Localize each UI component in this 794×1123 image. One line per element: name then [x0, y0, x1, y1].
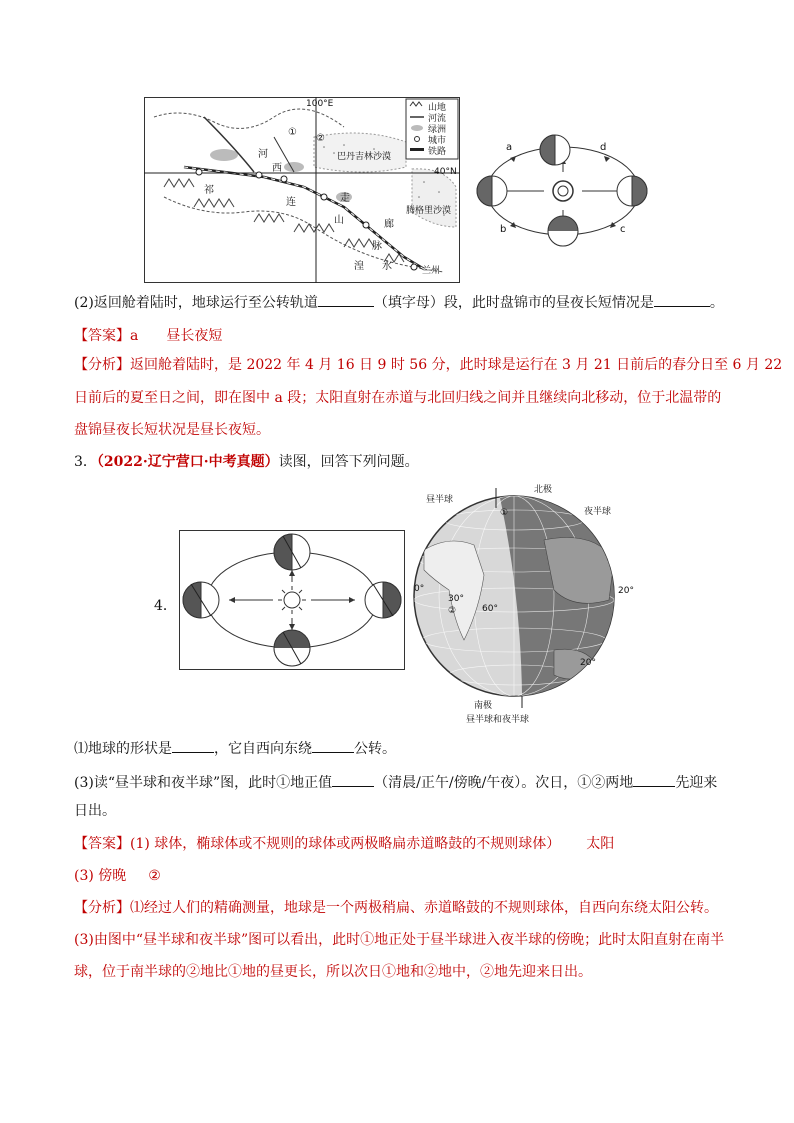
- answer-3-part-1: (1) 球体，椭球体或不规则的球体或两极略扁赤道略鼓的不规则球体）: [130, 836, 561, 852]
- question-3-1-text-c: 公转。: [354, 741, 396, 757]
- analysis-tag: 【分析】: [74, 900, 130, 916]
- analysis-3-line-3: 球，位于南半球的②地比①地的昼更长，所以次日①地和②地中，②地先迎来日出。: [74, 964, 592, 980]
- latitude-label-20-south: 20°: [580, 658, 596, 668]
- legend-river: 河流: [428, 114, 447, 124]
- parallel-label: 40°N: [434, 167, 457, 177]
- figure-4-label: 4．: [154, 598, 177, 614]
- analysis-3-line-2: (3)由图中“昼半球和夜半球”图可以看出，此时①地正处于昼半球进入夜半球的傍晚；此时太阳直射在南半: [74, 932, 725, 948]
- legend-city: 城市: [428, 136, 447, 146]
- answer-blank[interactable]: [332, 772, 374, 787]
- question-3-3-line-2: 日出。: [74, 803, 116, 819]
- answer-2: [74, 326, 222, 346]
- question-3-3-text-b: （清晨/正午/傍晚/午夜）。次日，①②两地: [374, 775, 634, 791]
- answer-3-line-2: [74, 866, 161, 886]
- answer-blank[interactable]: [312, 738, 354, 753]
- orbit-label-c: c: [620, 224, 626, 235]
- north-pole-label: 北极: [534, 485, 553, 495]
- analysis-2-line-1: [74, 355, 782, 375]
- orbit-diagram-2: [179, 530, 405, 670]
- answer-3-part-2: 太阳: [586, 836, 615, 852]
- region-char-mai: 脉: [372, 241, 382, 252]
- map-marker-2: ②: [316, 133, 325, 144]
- question-3-stem: 读图，回答下列问题。: [278, 454, 419, 470]
- orbit-label-b: b: [500, 224, 507, 235]
- answer-tag: 【答案】: [74, 328, 130, 344]
- analysis-tag: 【分析】: [74, 357, 130, 373]
- question-3-3-text-c: 先迎来: [675, 775, 718, 791]
- question-2-text-a: (2)返回舱着陆时，地球运行至公转轨道: [74, 295, 318, 311]
- answer-2-b: 昼长夜短: [166, 328, 223, 344]
- region-char-zou: 走: [340, 193, 350, 204]
- region-char-lian: 连: [286, 197, 296, 208]
- analysis-2-text: 返回舱着陆时，是 2022 年 4 月 16 日 9 时 56 分，此时球是运行在 3 月 21 日前后的春分日至 6 月 22: [130, 357, 783, 373]
- answer-3-part-3: (3) 傍晚: [74, 868, 127, 884]
- globe-caption: 昼半球和夜半球: [466, 715, 530, 725]
- answer-blank[interactable]: [172, 738, 214, 753]
- question-3-1: [74, 738, 396, 759]
- region-char-shan: 山: [334, 215, 344, 226]
- question-3-source: （2022·辽宁营口·中考真题）: [96, 454, 279, 470]
- analysis-3-text: ⑴经过人们的精确测量，地球是一个两极稍扁、赤道略鼓的不规则球体，自西向东绕太阳公转。: [130, 900, 718, 916]
- desert-label-1: 巴丹吉林沙漠: [337, 152, 392, 162]
- answer-blank[interactable]: [654, 292, 710, 307]
- orbit-figure-boxed: [179, 530, 405, 670]
- question-3-1-text-b: ，它自西向东绕: [214, 741, 312, 757]
- region-char-he: 河: [258, 149, 268, 160]
- latitude-label-20-north: 20°: [618, 586, 634, 596]
- question-3-header: [74, 452, 419, 472]
- region-char-shui: 水: [382, 261, 392, 272]
- question-3-3-line-1: [74, 772, 717, 793]
- region-char-xi: 西: [272, 163, 282, 174]
- region-char-qi: 祁: [204, 185, 214, 196]
- desert-label-2: 腾格里沙漠: [406, 206, 452, 216]
- region-char-huang: 湟: [354, 261, 364, 272]
- globe-diagram: [404, 480, 640, 728]
- answer-3-line-1: [74, 834, 614, 854]
- answer-blank[interactable]: [318, 292, 374, 307]
- legend-oasis: 绿洲: [428, 125, 447, 135]
- day-hemisphere-label: 昼半球: [426, 495, 454, 505]
- orbit-diagram: [470, 128, 656, 248]
- longitude-label-60: 60°: [482, 604, 498, 614]
- answer-2-a: a: [130, 328, 139, 344]
- city-label-lanzhou: 兰州: [422, 266, 441, 276]
- orbit-figure-top: [470, 128, 656, 248]
- question-2-text-b: （填字母）段，此时盘锦市的昼夜长短情况是: [373, 295, 654, 311]
- analysis-3-line-1: [74, 898, 718, 918]
- orbit-label-d: d: [600, 142, 607, 153]
- map-marker-1: ①: [288, 127, 297, 138]
- answer-blank[interactable]: [633, 772, 675, 787]
- night-hemisphere-label: 夜半球: [584, 507, 612, 517]
- longitude-label-30: 30°: [448, 594, 464, 604]
- question-3-1-text-a: ⑴地球的形状是: [74, 741, 172, 757]
- question-3-number: 3．: [74, 454, 97, 470]
- map-figure: [144, 97, 460, 283]
- globe-marker-2: ②: [448, 606, 457, 616]
- legend-railway: 铁路: [428, 147, 447, 157]
- answer-3-part-4: ②: [148, 868, 161, 884]
- orbit-label-a: a: [506, 142, 513, 153]
- day-night-globe-figure: [404, 480, 640, 728]
- hexi-corridor-map: [144, 97, 460, 283]
- longitude-label-0: 0°: [414, 584, 425, 594]
- answer-tag: 【答案】: [74, 836, 130, 852]
- legend-mountain: 山地: [428, 103, 447, 113]
- question-2: [74, 292, 724, 313]
- question-2-text-c: 。: [709, 295, 724, 311]
- south-pole-label: 南极: [474, 701, 493, 711]
- region-char-lang: 廊: [384, 219, 394, 230]
- analysis-2-line-2: 日前后的夏至日之间，即在图中 a 段；太阳直射在赤道与北回归线之间并且继续向北移动，位于北温带的: [74, 390, 722, 406]
- globe-marker-1: ①: [500, 508, 509, 518]
- analysis-2-line-3: 盘锦昼夜长短状况是昼长夜短。: [74, 422, 270, 438]
- meridian-label: 100°E: [306, 99, 334, 109]
- question-3-3-text-a: (3)读“昼半球和夜半球”图，此时①地正值: [74, 775, 333, 791]
